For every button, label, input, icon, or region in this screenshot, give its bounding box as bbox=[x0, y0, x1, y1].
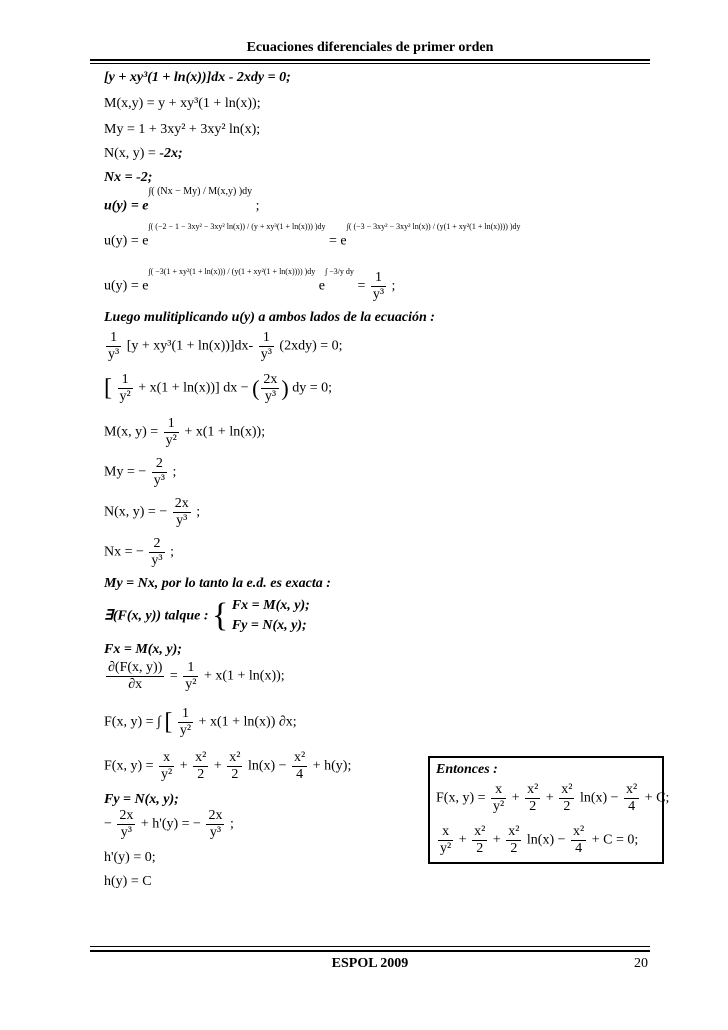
plus: + bbox=[213, 758, 222, 774]
equation-Fx-eq-M: Fx = M(x, y); bbox=[104, 642, 182, 657]
equation-My: My = 1 + 3xy² + 3xy² ln(x); bbox=[104, 122, 261, 137]
new-My-lhs: My = − bbox=[104, 464, 147, 480]
frac-num: 2x bbox=[119, 808, 134, 823]
new-N-end: ; bbox=[196, 504, 201, 520]
frac-den: y³ bbox=[264, 389, 277, 404]
plus: + bbox=[179, 758, 188, 774]
frac-num: x² bbox=[195, 750, 207, 765]
frac-den: y² bbox=[161, 767, 173, 782]
frac-num: ∂(F(x, y)) bbox=[108, 660, 163, 675]
equation-partial-F bbox=[104, 660, 285, 693]
new-Nx-lhs: Nx = − bbox=[104, 544, 144, 560]
equation-Nx: Nx = -2; bbox=[104, 170, 153, 185]
frac-x2-over-2 bbox=[193, 750, 208, 783]
frac-den: 2 bbox=[529, 799, 537, 814]
frac-den: 2 bbox=[197, 767, 205, 782]
frac-num: 2x bbox=[174, 496, 189, 511]
frac-x-over-y2 bbox=[491, 782, 506, 815]
frac-den: 4 bbox=[575, 841, 583, 856]
equation-multiplied bbox=[104, 330, 343, 363]
frac-num: 1 bbox=[164, 416, 179, 433]
h-prime-middle: + h'(y) = − bbox=[140, 816, 201, 832]
frac-num: x bbox=[438, 824, 453, 841]
header-rule-thin bbox=[90, 63, 650, 64]
F-integral-lhs: F(x, y) = ∫ bbox=[104, 714, 161, 730]
u-step2-end: ; bbox=[391, 278, 396, 294]
equation-new-My bbox=[104, 456, 176, 489]
equation-F-result bbox=[104, 750, 351, 783]
frac-2x-over-y3 bbox=[261, 372, 279, 405]
equation-integrating-factor bbox=[104, 186, 260, 215]
frac-x2-over-4 bbox=[624, 782, 639, 815]
brace-open: { bbox=[212, 597, 229, 634]
frac-num: x² bbox=[474, 824, 486, 839]
plus: + bbox=[458, 832, 467, 848]
frac-1-over-y3-second bbox=[259, 330, 274, 363]
paren-close: ) bbox=[281, 375, 289, 401]
frac-partial-F-over-partial-x bbox=[106, 660, 164, 693]
paren-open: ( bbox=[252, 375, 260, 401]
frac-x-over-y2 bbox=[438, 824, 453, 857]
minus: − bbox=[104, 816, 112, 832]
new-M-lhs: M(x, y) = bbox=[104, 424, 159, 440]
frac-den: y² bbox=[179, 723, 192, 738]
frac-x2-over-4 bbox=[292, 750, 307, 783]
ln-term: ln(x) − bbox=[526, 832, 566, 848]
result-F-end: + C; bbox=[644, 790, 670, 806]
frac-den: y³ bbox=[176, 513, 188, 528]
new-N-lhs: N(x, y) = − bbox=[104, 504, 168, 520]
frac-den: 4 bbox=[296, 767, 304, 782]
frac-x2-over-2 bbox=[559, 782, 574, 815]
frac-den: y³ bbox=[151, 553, 163, 568]
plus: + bbox=[492, 832, 501, 848]
header-rule bbox=[90, 59, 650, 61]
frac-x2-over-2 bbox=[506, 824, 521, 857]
frac-2-over-y3 bbox=[149, 536, 164, 569]
result-box-title: Entonces : bbox=[436, 762, 498, 777]
frac-den: y³ bbox=[209, 825, 222, 840]
u-step1-exponent2: ∫( (−3 − 3xy² − 3xy² ln(x)) / (y(1 + xy²(1 + ln(x)))) )dy bbox=[346, 222, 521, 231]
frac-num: x² bbox=[626, 782, 638, 797]
new-Nx-end: ; bbox=[170, 544, 174, 560]
plus: + bbox=[545, 790, 554, 806]
frac-2x-over-y3 bbox=[206, 808, 224, 841]
integrating-factor-lhs: u(y) = e bbox=[104, 198, 149, 214]
F-result-lhs: F(x, y) = bbox=[104, 758, 154, 774]
frac-1-over-y2 bbox=[183, 660, 198, 693]
frac-num: x² bbox=[508, 824, 520, 839]
frac-1-over-y2 bbox=[164, 416, 179, 449]
exists-F-cases bbox=[232, 596, 310, 636]
frac-den: 4 bbox=[628, 799, 636, 814]
frac-num: 1 bbox=[183, 660, 198, 677]
exists-F-lhs: ∃(F(x, y)) talque : bbox=[104, 608, 209, 624]
frac-den: 2 bbox=[510, 841, 518, 856]
bracket-open: [ bbox=[104, 375, 112, 401]
frac-num: x² bbox=[561, 782, 573, 797]
u-step2-e: e bbox=[318, 278, 325, 294]
F-integral-rhs: + x(1 + ln(x)) ∂x; bbox=[198, 714, 297, 730]
frac-num: 1 bbox=[371, 270, 386, 287]
equation-new-M bbox=[104, 416, 265, 449]
equation-original: [y + xy³(1 + ln(x))]dx - 2xdy = 0; bbox=[104, 70, 291, 85]
frac-x2-over-2 bbox=[227, 750, 242, 783]
frac-1-over-y3 bbox=[106, 330, 121, 363]
case-Fx: Fx = M(x, y); bbox=[231, 598, 310, 613]
equation-M: M(x,y) = y + xy³(1 + ln(x)); bbox=[104, 96, 261, 111]
F-result-end: + h(y); bbox=[312, 758, 352, 774]
frac-2x-over-y3 bbox=[173, 496, 191, 529]
frac-2-over-y3 bbox=[152, 456, 167, 489]
frac-num: 1 bbox=[106, 330, 121, 347]
page-number: 20 bbox=[634, 956, 648, 971]
frac-den: 2 bbox=[563, 799, 571, 814]
integrating-factor-end: ; bbox=[255, 198, 260, 214]
frac-num: x² bbox=[573, 824, 585, 839]
frac-2x-over-y3 bbox=[117, 808, 135, 841]
multiplied-part-b: (2xdy) = 0; bbox=[279, 338, 343, 354]
frac-num: x² bbox=[294, 750, 306, 765]
u-step1-lhs: u(y) = e bbox=[104, 233, 149, 249]
frac-num: 1 bbox=[259, 330, 274, 347]
equation-h-prime-zero: h'(y) = 0; bbox=[104, 850, 156, 865]
equation-N-rhs: -2x; bbox=[159, 146, 183, 161]
equation-N bbox=[104, 146, 183, 162]
result-implicit-end: + C = 0; bbox=[591, 832, 639, 848]
u-step1-equals: = e bbox=[329, 233, 347, 249]
new-M-rhs: + x(1 + ln(x)); bbox=[184, 424, 266, 440]
partial-F-rhs: + x(1 + ln(x)); bbox=[203, 668, 285, 684]
ln-term: ln(x) − bbox=[247, 758, 287, 774]
footer-rule bbox=[90, 950, 650, 952]
simplified-part-b: dy = 0; bbox=[292, 380, 333, 396]
text-exact-statement: My = Nx, por lo tanto la e.d. es exacta : bbox=[104, 576, 331, 591]
footer-label: ESPOL 2009 bbox=[331, 956, 409, 971]
u-step1-exponent1: ∫( (−2 − 1 − 3xy² − 3xy² ln(x)) / (y + xy³(1 + ln(x))) )dy bbox=[148, 222, 326, 231]
frac-x2-over-2 bbox=[525, 782, 540, 815]
bracket-open: [ bbox=[164, 709, 173, 735]
frac-num: x bbox=[159, 750, 174, 767]
frac-den: y³ bbox=[108, 347, 120, 362]
result-implicit-solution bbox=[436, 824, 638, 857]
frac-den: y² bbox=[165, 433, 177, 448]
text-multiply-statement: Luego mulitiplicando u(y) a ambos lados de la ecuación : bbox=[104, 310, 435, 325]
frac-x2-over-2 bbox=[472, 824, 487, 857]
page-header: Ecuaciones diferenciales de primer orden bbox=[246, 40, 494, 55]
multiplied-part-a: [y + xy³(1 + ln(x))]dx- bbox=[126, 338, 254, 354]
frac-den: 2 bbox=[231, 767, 239, 782]
equation-Fy-eq-N: Fy = N(x, y); bbox=[104, 792, 179, 807]
frac-num: x bbox=[491, 782, 506, 799]
frac-den: y² bbox=[440, 841, 452, 856]
plus: + bbox=[511, 790, 520, 806]
u-step2-exponent1: ∫( −3(1 + xy²(1 + ln(x))) / (y(1 + xy²(1 + ln(x)))) )dy bbox=[148, 267, 316, 277]
frac-num: 1 bbox=[118, 372, 133, 389]
equation-multiplied-simplified bbox=[104, 372, 332, 405]
equation-N-lhs: N(x, y) = bbox=[104, 146, 160, 161]
equation-u-step1 bbox=[104, 222, 521, 250]
result-F-lhs: F(x, y) = bbox=[436, 790, 486, 806]
frac-den: ∂x bbox=[128, 677, 143, 692]
frac-den: y³ bbox=[260, 347, 272, 362]
ln-term: ln(x) − bbox=[579, 790, 619, 806]
equation-h-prime bbox=[104, 808, 234, 841]
equation-exists-F bbox=[104, 596, 310, 636]
u-step2-lhs: u(y) = e bbox=[104, 278, 149, 294]
case-Fy: Fy = N(x, y); bbox=[231, 618, 307, 633]
frac-den: y² bbox=[119, 389, 131, 404]
frac-num: 2 bbox=[152, 456, 167, 473]
integrating-factor-exponent: ∫( (Nx − My) / M(x,y) )dy bbox=[148, 186, 253, 197]
equation-u-step2 bbox=[104, 267, 396, 303]
frac-1-over-y2 bbox=[178, 706, 193, 739]
footer-rule-thin bbox=[90, 946, 650, 947]
frac-x2-over-4 bbox=[571, 824, 586, 857]
equation-F-integral bbox=[104, 706, 297, 739]
frac-x-over-y2 bbox=[159, 750, 174, 783]
result-F-with-C bbox=[436, 782, 669, 815]
frac-den: 2 bbox=[476, 841, 484, 856]
simplified-part-a: + x(1 + ln(x))] dx − bbox=[138, 380, 249, 396]
frac-den: y³ bbox=[153, 473, 165, 488]
u-step2-result bbox=[371, 270, 386, 303]
frac-den: y³ bbox=[372, 287, 385, 302]
frac-1-over-y2 bbox=[118, 372, 133, 405]
u-step2-equals: = bbox=[357, 278, 366, 294]
frac-num: 2 bbox=[149, 536, 164, 553]
partial-F-equals: = bbox=[169, 668, 178, 684]
equation-new-N bbox=[104, 496, 200, 529]
new-My-end: ; bbox=[172, 464, 177, 480]
frac-den: y³ bbox=[120, 825, 132, 840]
frac-num: x² bbox=[527, 782, 539, 797]
frac-num: x² bbox=[229, 750, 241, 765]
equation-new-Nx bbox=[104, 536, 174, 569]
frac-num: 2x bbox=[263, 372, 278, 387]
frac-den: y² bbox=[185, 677, 197, 692]
result-box bbox=[428, 756, 670, 864]
equation-h-constant: h(y) = C bbox=[104, 874, 152, 889]
u-step2-exponent2: ∫ −3/y dy bbox=[325, 267, 354, 277]
frac-den: y² bbox=[493, 799, 505, 814]
h-prime-end: ; bbox=[229, 816, 234, 832]
frac-num: 2x bbox=[208, 808, 223, 823]
frac-num: 1 bbox=[178, 706, 193, 723]
